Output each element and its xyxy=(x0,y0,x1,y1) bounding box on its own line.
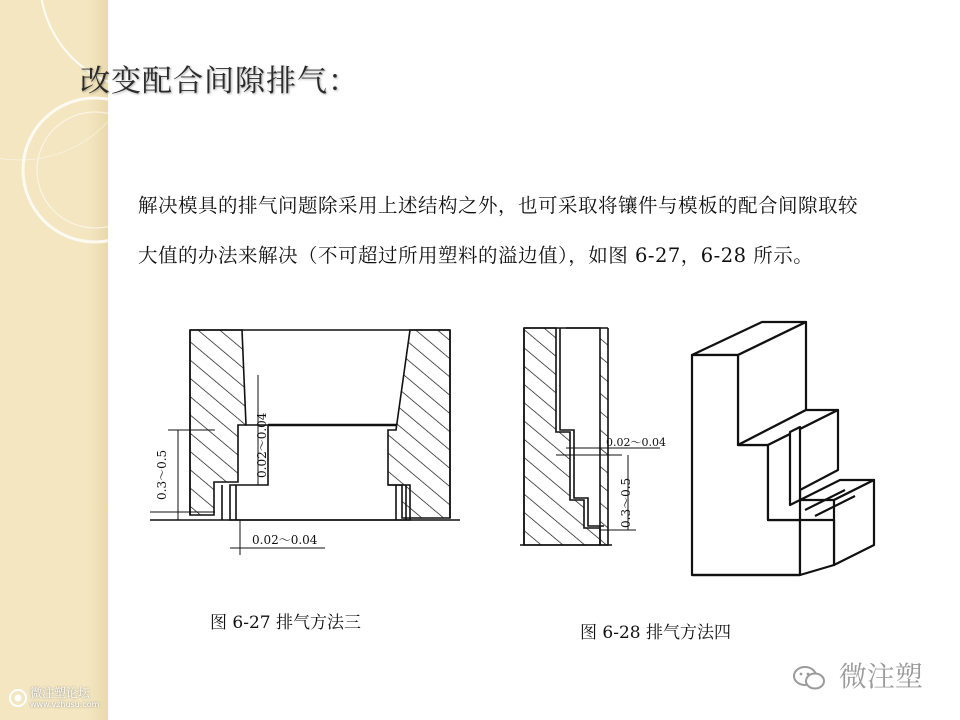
figure-6-28-dim-gap: 0.02～0.04 xyxy=(606,436,666,449)
slide-title: 改变配合间隙排气： xyxy=(80,64,359,99)
body-text-line-1: 解决模具的排气问题除采用上述结构之外，也可采取将镶件与模板的配合间隙取较 xyxy=(138,194,859,217)
figure-6-28-caption: 图 6-28 排气方法四 xyxy=(580,623,731,643)
watermark-left xyxy=(8,684,112,714)
watermark-left-name: 微注塑论坛 xyxy=(30,686,91,700)
body-text-line-2: 大值的办法来解决（不可超过所用塑料的溢边值），如图 6-27，6-28 所示。 xyxy=(138,244,814,267)
figure-6-27-dim-middle: 0.02～0.04 xyxy=(255,412,269,478)
figure-6-27-dim-left: 0.3～0.5 xyxy=(155,449,169,500)
forum-logo-icon xyxy=(8,688,28,708)
watermark-right-text: 微注塑 xyxy=(838,660,923,693)
figure-6-28-dim-step: 0.3～0.5 xyxy=(619,477,633,528)
figure-6-27-caption: 图 6-27 排气方法三 xyxy=(210,613,361,633)
watermark-left-url: www.vzhusu.com xyxy=(30,700,100,709)
wechat-logo-icon xyxy=(792,665,826,691)
figure-6-27-drawing xyxy=(150,330,460,555)
watermark-right xyxy=(792,655,923,695)
figure-6-28-isometric xyxy=(692,322,874,575)
figure-6-27-dim-bottom: 0.02～0.04 xyxy=(252,533,318,547)
